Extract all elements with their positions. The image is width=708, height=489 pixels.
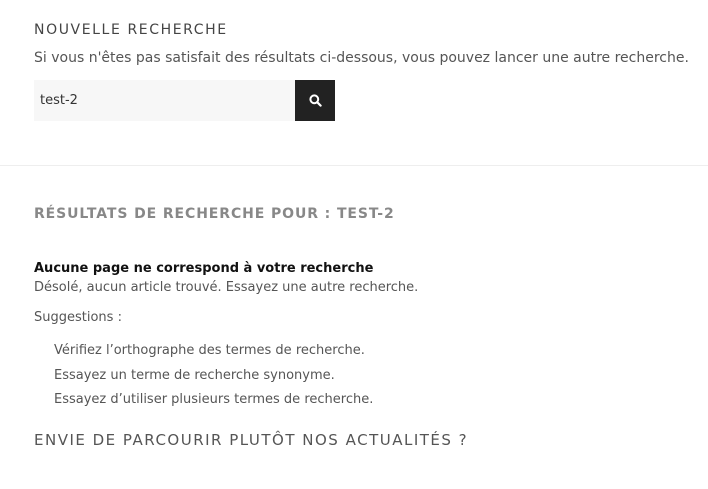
search-form [34, 80, 335, 121]
no-results-text: Désolé, aucun article trouvé. Essayez une autre recherche. [34, 280, 419, 295]
section-divider [0, 165, 708, 166]
suggestion-item: Vérifiez l’orthographe des termes de recherche. [54, 343, 365, 358]
suggestion-item: Essayez un terme de recherche synonyme. [54, 367, 335, 383]
new-search-heading: NOUVELLE RECHERCHE [34, 22, 228, 38]
suggestion-list [54, 343, 373, 417]
no-results-title: Aucune page ne correspond à votre recherche [34, 261, 374, 276]
suggestions-label: Suggestions : [34, 310, 122, 325]
search-button[interactable] [295, 80, 335, 121]
new-search-intro: Si vous n'êtes pas satisfait des résultats ci-dessous, vous pouvez lancer une autre recherche. [34, 50, 689, 66]
suggestion-item: Essayez d’utiliser plusieurs termes de recherche. [54, 392, 374, 407]
search-input[interactable] [34, 80, 295, 121]
news-heading: ENVIE DE PARCOURIR PLUTÔT NOS ACTUALITÉS ? [34, 431, 469, 449]
search-icon [309, 94, 322, 107]
results-title: RÉSULTATS DE RECHERCHE POUR : TEST-2 [34, 206, 395, 222]
